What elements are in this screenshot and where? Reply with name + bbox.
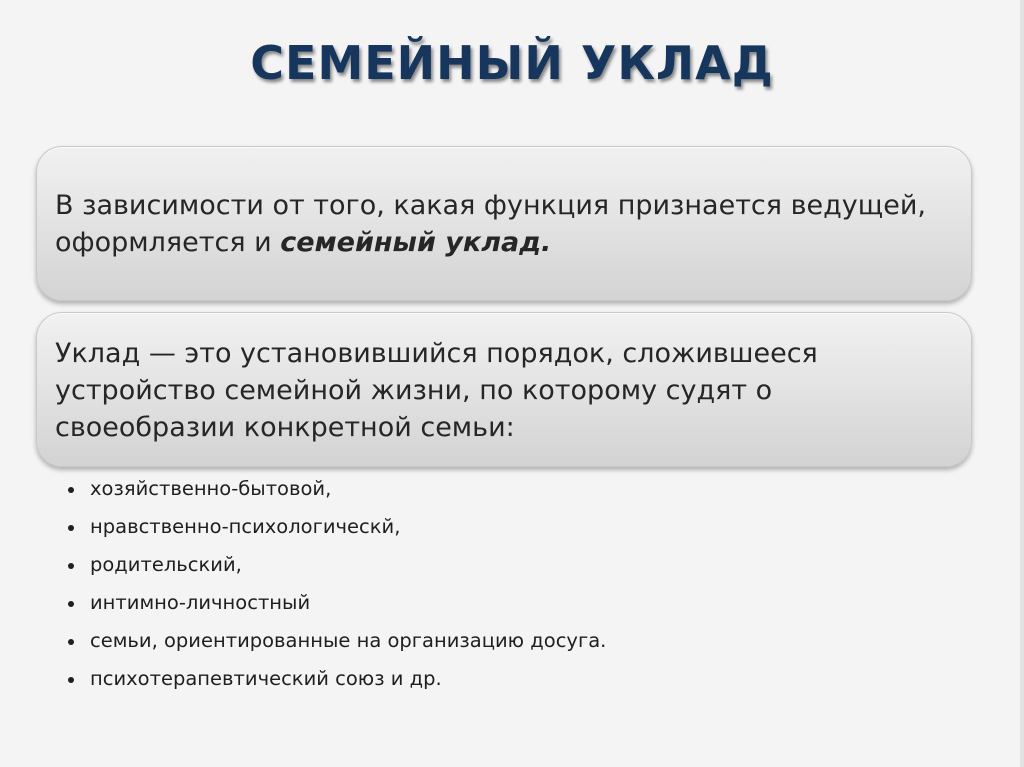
bullet-icon xyxy=(68,639,74,645)
slide-title: СЕМЕЙНЫЙ УКЛАД xyxy=(250,36,774,90)
bullet-icon xyxy=(68,525,74,531)
bullet-icon xyxy=(68,563,74,569)
bullet-icon xyxy=(68,677,74,683)
list-item-text: психотерапевтический союз и др. xyxy=(90,667,442,690)
uklad-line-2: устройство семейной жизни, по которому судят о xyxy=(55,375,773,406)
definition-text-uklad xyxy=(55,335,955,446)
definition-line-1: В зависимости от того, какая функция признается ведущей, xyxy=(55,190,926,221)
list-item xyxy=(68,472,606,510)
definition-line-2: оформляется и xyxy=(55,227,281,258)
list-item-text: семьи, ориентированные на организацию досуга. xyxy=(90,629,607,652)
list-item-text: нравственно-психологическй, xyxy=(90,515,401,538)
uklad-types-list xyxy=(68,472,606,700)
list-item-text: хозяйственно-бытовой, xyxy=(90,477,332,500)
bullet-icon xyxy=(68,601,74,607)
list-item-text: интимно-личностный xyxy=(90,591,311,614)
list-item xyxy=(68,548,606,586)
definition-box-uklad xyxy=(36,312,972,467)
list-item xyxy=(68,510,606,548)
list-item xyxy=(68,662,606,700)
uklad-line-3: своеобразии конкретной семьи: xyxy=(55,412,515,443)
uklad-line-1: Уклад — это установившийся порядок, сложившееся xyxy=(55,338,818,369)
list-item-text: родительский, xyxy=(90,553,242,576)
definition-box-functions xyxy=(36,146,972,301)
emphasized-term: семейный уклад. xyxy=(280,227,552,258)
list-item xyxy=(68,586,606,624)
bullet-icon xyxy=(68,487,74,493)
definition-text-functions xyxy=(55,187,955,261)
list-item xyxy=(68,624,606,662)
